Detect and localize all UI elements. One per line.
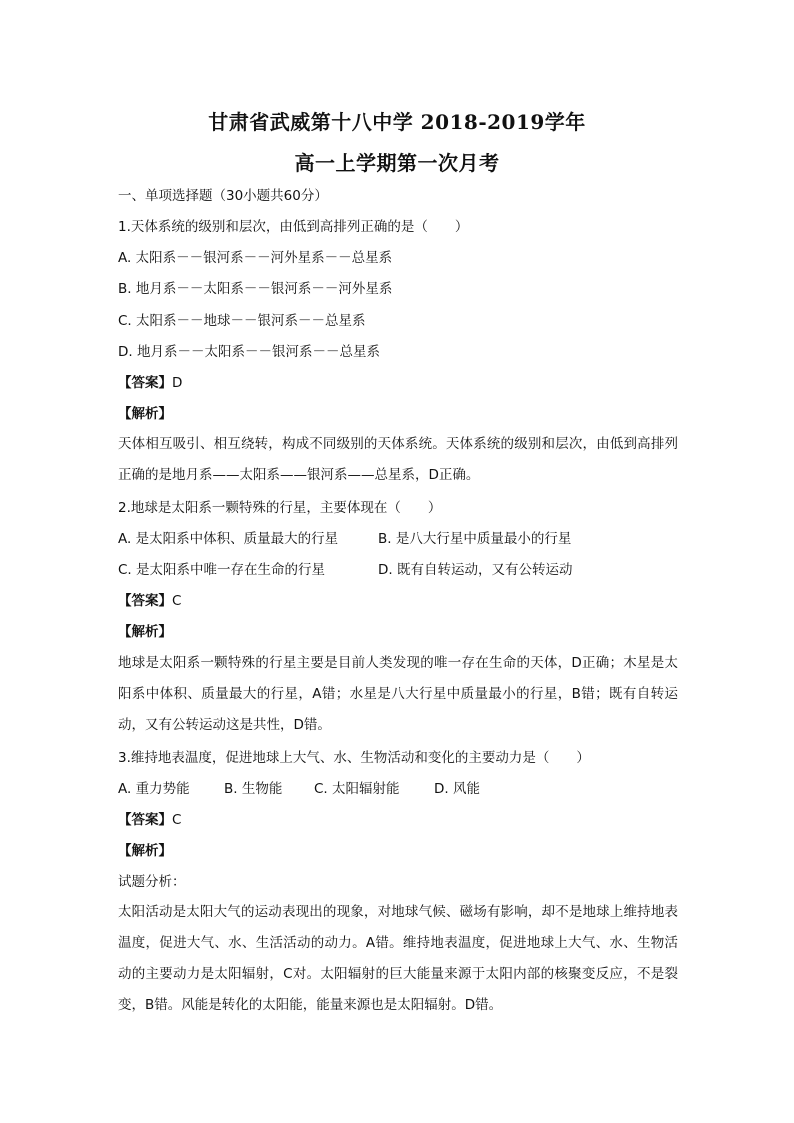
question-3-option-d: D. 风能 bbox=[434, 781, 480, 797]
answer-value: D bbox=[172, 375, 183, 391]
question-1-analysis-text: 天体相互吸引、相互绕转，构成不同级别的天体系统。天体系统的级别和层次，由低到高排列正确的是地月系——太阳系——银河系——总星系，D正确。 bbox=[118, 436, 678, 483]
question-3-stem: 3.维持地表温度，促进地球上大气、水、生物活动和变化的主要动力是（ ） bbox=[118, 750, 590, 766]
answer-value: C bbox=[172, 593, 182, 609]
question-1-option-d: D. 地月系－－太阳系－－银河系－－总星系 bbox=[118, 344, 380, 360]
answer-label: 【答案】 bbox=[118, 593, 172, 609]
question-2-option-d: D. 既有自转运动，又有公转运动 bbox=[378, 562, 573, 578]
question-3-analysis-text: 太阳活动是太阳大气的运动表现出的现象，对地球气候、磁场有影响，却不是地球上维持地表温度，促进大气、水、生活活动的动力。A错。维持地表温度，促进地球上大气、水、生物活动的主要动力是太阳辐射，C对。太阳辐射的巨大能量来源于太阳内部的核聚变反应，不是裂变，B错。风能是转化的太阳能，能量来源也是太阳辐射。D错。 bbox=[118, 904, 678, 1013]
question-3-analysis-label: 【解析】 bbox=[118, 843, 172, 859]
question-2-option-b: B. 是八大行星中质量最小的行星 bbox=[378, 531, 572, 547]
question-3-answer bbox=[118, 811, 181, 829]
answer-value: C bbox=[172, 812, 182, 828]
question-2-option-c: C. 是太阳系中唯一存在生命的行星 bbox=[118, 562, 326, 578]
question-2-analysis-text: 地球是太阳系一颗特殊的行星主要是目前人类发现的唯一存在生命的天体，D正确；木星是太阳系中体积、质量最大的行星，A错；水星是八大行星中质量最小的行星，B错；既有自转运动，又有公转运动这是共性，D错。 bbox=[118, 655, 678, 733]
question-3-option-a: A. 重力势能 bbox=[118, 781, 190, 797]
question-2-analysis-label: 【解析】 bbox=[118, 624, 172, 640]
question-1-option-c: C. 太阳系－－地球－－银河系－－总星系 bbox=[118, 313, 366, 329]
question-1-option-b: B. 地月系－－太阳系－－银河系－－河外星系 bbox=[118, 281, 393, 297]
question-1-answer bbox=[118, 374, 182, 392]
section-heading: 一、单项选择题（30小题共60分） bbox=[118, 188, 328, 204]
question-3-option-b: B. 生物能 bbox=[224, 781, 283, 797]
question-1-option-a: A. 太阳系－－银河系－－河外星系－－总星系 bbox=[118, 250, 393, 266]
question-2-answer bbox=[118, 592, 181, 610]
answer-label: 【答案】 bbox=[118, 375, 172, 391]
document-title-line-1: 甘肃省武威第十八中学 2018-2019学年 bbox=[208, 110, 586, 134]
document-title-line-2: 高一上学期第一次月考 bbox=[294, 151, 500, 175]
question-2-option-a: A. 是太阳系中体积、质量最大的行星 bbox=[118, 531, 339, 547]
question-1-stem: 1.天体系统的级别和层次，由低到高排列正确的是（ ） bbox=[118, 219, 469, 235]
question-3-option-c: C. 太阳辐射能 bbox=[314, 781, 400, 797]
question-1-analysis-label: 【解析】 bbox=[118, 406, 172, 422]
question-3-analysis-intro: 试题分析： bbox=[118, 874, 186, 890]
answer-label: 【答案】 bbox=[118, 812, 172, 828]
question-2-stem: 2.地球是太阳系一颗特殊的行星，主要体现在（ ） bbox=[118, 500, 442, 516]
